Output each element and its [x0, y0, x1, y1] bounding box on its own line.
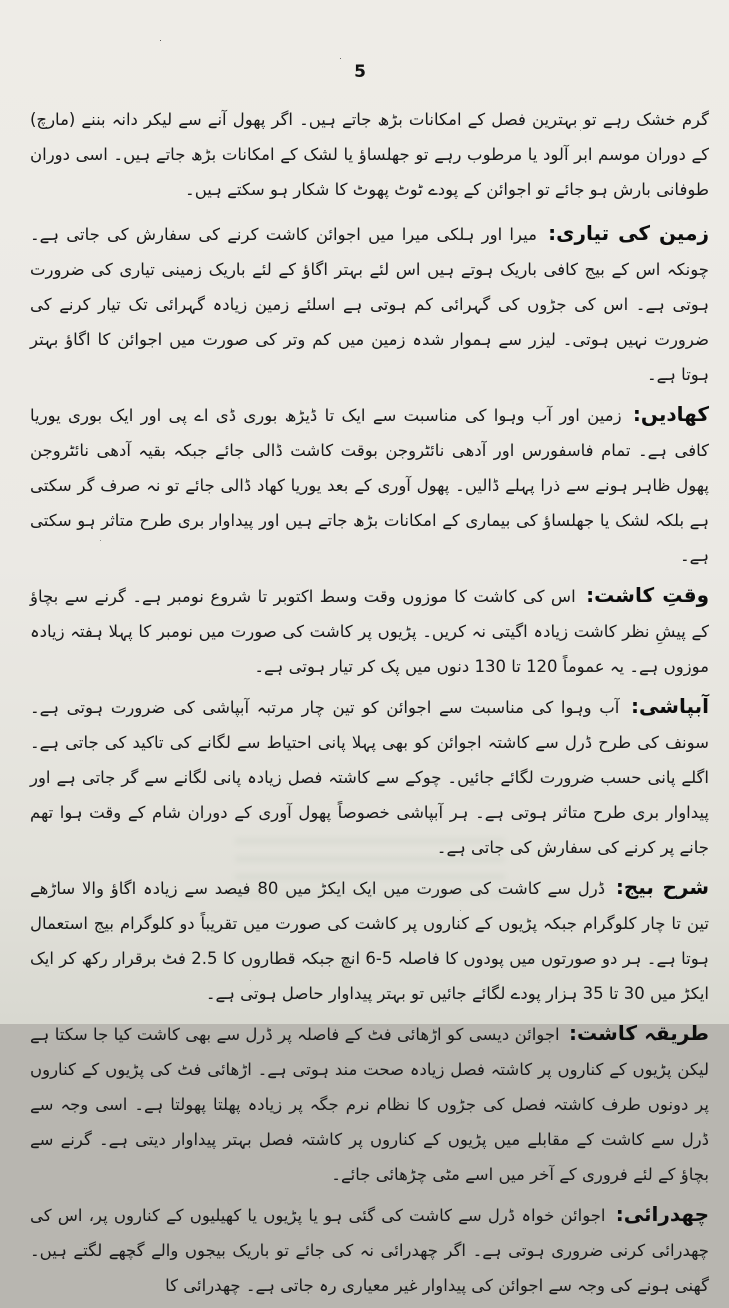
section-heading-land-preparation: زمین کی تیاری:	[548, 221, 709, 245]
section-irrigation	[30, 689, 709, 865]
section-body-irrigation: آب وہوا کی مناسبت سے اجوائن کو تین چار مرتبہ آبپاشی کی ضرورت ہوتی ہے۔ سونف کی طرح ڈرل سے کاشتہ اجوائن کو بھی پہلا پانی احتیاط سے لگانے کی تاکید کی جاتی ہے۔ اگلے پانی حسب ضرورت لگائے جائیں۔ چوکے سے کاشتہ فصل زیادہ پانی لگانے سے گر جاتی ہے اور پیداوار بری طرح متاثر ہوتی ہے۔ ہر آبپاشی خصوصاً پھول آوری کے دوران شام کے وقت ہوا تھم جانے پر کرنے کی سفارش کی جاتی ہے۔	[30, 698, 709, 857]
section-body-land-preparation: میرا اور ہلکی میرا میں اجوائن کاشت کرنے کی سفارش کی جاتی ہے۔ چونکہ اس کے بیج کافی باریک ہوتے ہیں اس لئے بہتر اگاؤ کے لئے باریک زمینی تیاری کی ضرورت ہوتی ہے۔ اس کی جڑوں کی گہرائی کم ہوتی ہے اسلئے زمین زیادہ گہرائی تک تیار کرنے کی ضرورت نہیں ہوتی۔ لیزر سے ہموار شدہ زمین میں کم وتر کی صورت میں اجوائن کا اگاؤ بہتر ہوتا ہے۔	[30, 225, 709, 384]
scan-noise-specks	[160, 40, 161, 41]
section-body-sowing-method: اجوائن دیسی کو اڑھائی فٹ کے فاصلہ پر ڈرل سے بھی کاشت کیا جا سکتا ہے لیکن پڑیوں کے کناروں پر کاشتہ فصل زیادہ صحت مند ہوتی ہے۔ اڑھائی فٹ کی پڑیوں کے کناروں پر دونوں طرف کاشتہ فصل کی جڑوں کا نظام نرم جگہ پر زیادہ پھلتا پھولتا ہے۔ اسی وجہ سے ڈرل سے کاشت کے مقابلے میں پڑیوں کے کناروں پر کاشتہ فصل بہتر پیداوار دیتی ہے۔ گرنے سے بچاؤ کے لئے فروری کے آخر میں اسے مٹی چڑھائی جائے۔	[30, 1025, 709, 1184]
section-sowing-method	[30, 1016, 709, 1192]
section-fertilizers	[30, 397, 709, 573]
section-body-thinning: اجوائن خواہ ڈرل سے کاشت کی گئی ہو یا پڑیوں یا کھیلیوں کے کناروں پر، اس کی چھدرائی کرنی ضروری ہوتی ہے۔ اگر چھدرائی نہ کی جائے تو باریک بیجوں والے گچھے لگتے ہیں۔ گھنی ہونے کی وجہ سے اجوائن کی پیداوار غیر معیاری رہ جاتی ہے۔ چھدرائی کا	[30, 1206, 709, 1295]
section-heading-seed-rate: شرح بیج:	[615, 875, 709, 899]
section-heading-sowing-method: طریقہ کاشت:	[569, 1021, 709, 1045]
page-number: 5	[354, 62, 367, 82]
section-thinning	[30, 1197, 709, 1303]
section-body-fertilizers: زمین اور آب وہوا کی مناسبت سے ایک تا ڈیڑھ بوری ڈی اے پی اور ایک بوری یوریا کافی ہے۔ تمام فاسفورس اور آدھی نائٹروجن بوقت کاشت ڈالی جائے جبکہ بقیہ آدھی نائٹروجن پھول ظاہر ہونے سے ذرا پہلے ڈالیں۔ پھول آوری کے بعد یوریا کھاد ڈالی جائے تو نہ صرف گر سکتی ہے بلکہ لشک یا جھلساؤ کی بیماری کے امکانات بڑھ جاتے ہیں اور پیداوار بری طرح متاثر ہو سکتی ہے۔	[30, 406, 709, 565]
section-land-preparation	[30, 216, 709, 392]
intro-paragraph	[30, 102, 709, 207]
section-body-sowing-time: اس کی کاشت کا موزوں وقت وسط اکتوبر تا شروع نومبر ہے۔ گرنے سے بچاؤ کے پیشِ نظر کاشت زیادہ اگیتی نہ کریں۔ پڑیوں پر کاشت کی صورت میں نومبر کا پہلا ہفتہ زیادہ موزوں ہے۔ یہ عموماً 120 تا 130 دنوں میں پک کر تیار ہوتی ہے۔	[30, 587, 709, 676]
intro-text: گرم خشک رہے تو بہترین فصل کے امکانات بڑھ جاتے ہیں۔ اگر پھول آنے سے لیکر دانہ بننے (مارچ) کے دوران موسم ابر آلود یا مرطوب رہے تو جھلساؤ یا لشک کے امکانات بڑھ جاتے ہیں۔ اسی دوران طوفانی بارش ہو جائے تو اجوائن کے پودے ٹوٹ پھوٹ کا شکار ہو سکتے ہیں۔	[30, 110, 709, 199]
section-heading-irrigation: آبپاشی:	[631, 694, 709, 718]
section-heading-fertilizers: کھادیں:	[632, 402, 710, 426]
section-heading-sowing-time: وقتِ کاشت:	[586, 583, 710, 607]
page-content	[30, 102, 709, 1308]
section-seed-rate	[30, 870, 709, 1011]
section-sowing-time	[30, 578, 709, 684]
section-heading-thinning: چھدرائی:	[615, 1202, 709, 1226]
section-body-seed-rate: ڈرل سے کاشت کی صورت میں ایک ایکڑ میں 80 فیصد سے زیادہ اگاؤ والا ساڑھے تین تا چار کلوگرام جبکہ پڑیوں کے کناروں پر کاشت کی صورت میں تقریباً دو کلوگرام بیج استعمال ہوتا ہے۔ ہر دو صورتوں میں پودوں کا فاصلہ 5-6 انچ جبکہ قطاروں کا 2.5 فٹ برقرار رکھ کر ایک ایکڑ میں 30 تا 35 ہزار پودے لگائے جائیں تو بہتر پیداوار حاصل ہوتی ہے۔	[30, 879, 709, 1003]
